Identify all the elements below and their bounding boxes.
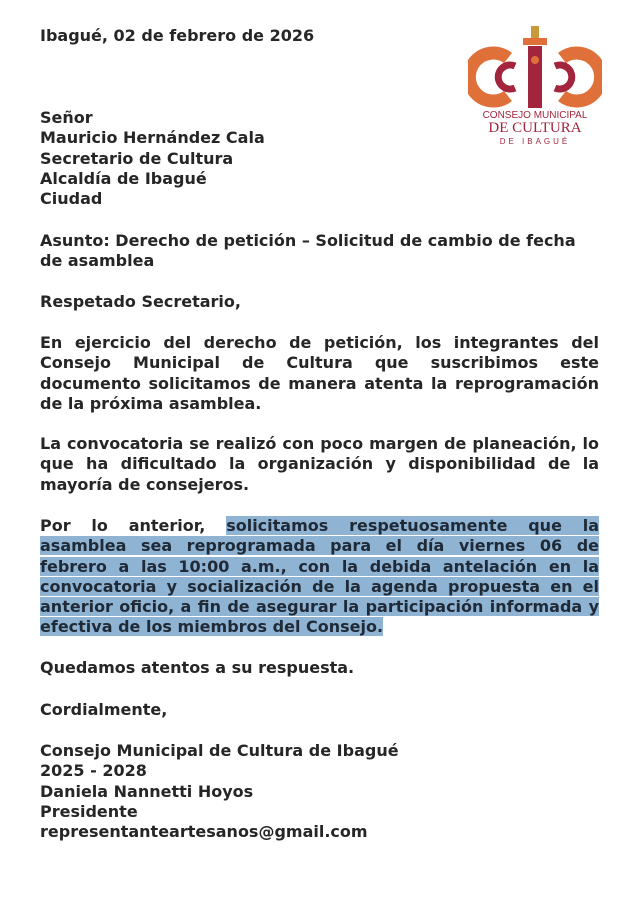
paragraph-3[interactable]: [40, 516, 599, 638]
recipient-block: [40, 108, 599, 209]
signature-block: [40, 741, 599, 842]
closing-line: Quedamos atentos a su respuesta.: [40, 658, 355, 677]
signature-name: Daniela Nannetti Hoyos: [40, 781, 254, 801]
svg-text:DE CULTURA: DE CULTURA: [488, 120, 582, 136]
signature-role: Presidente: [40, 801, 138, 821]
svg-text:CONSEJO MUNICIPAL: CONSEJO MUNICIPAL: [482, 110, 588, 121]
paragraph-1: En ejercicio del derecho de petición, los integrantes del Consejo Municipal de Cultura que suscribimos este documento solicitamos de manera atenta la reprogramación de la próxima asamblea.: [40, 333, 599, 413]
sign-off: Cordialmente,: [40, 700, 168, 719]
letter-date: Ibagué, 02 de febrero de 2026: [40, 26, 315, 45]
paragraph-3-intro: Por lo anterior,: [40, 516, 227, 535]
signature-organization: Consejo Municipal de Cultura de Ibagué: [40, 741, 399, 760]
recipient-name: Mauricio Hernández Cala: [40, 128, 265, 148]
highlighted-text-selection[interactable]: solicitamos respetuosamente que la asamblea sea reprogramada para el día viernes 06 de febrero a las 10:00 a.m., con la debida antelación en la convocatoria y socialización de la agenda propuesta en el anterior oficio, a fin de asegurar la participación informada y efectiva de los miembros del Consejo.: [40, 516, 600, 637]
signature-period: 2025 - 2028: [40, 761, 147, 781]
recipient-position: Secretario de Cultura: [40, 148, 234, 168]
letter-greeting: Respetado Secretario,: [40, 292, 241, 311]
signature-email[interactable]: representanteartesanos@gmail.com: [40, 822, 368, 842]
letter-subject: Asunto: Derecho de petición – Solicitud de cambio de fecha de asamblea: [40, 231, 576, 271]
recipient-city: Ciudad: [40, 189, 103, 209]
svg-text:DE IBAGUÉ: DE IBAGUÉ: [499, 137, 571, 146]
recipient-title: Señor: [40, 108, 93, 127]
recipient-office: Alcaldía de Ibagué: [40, 168, 207, 188]
paragraph-2: La convocatoria se realizó con poco margen de planeación, lo que ha dificultado la organización y disponibilidad de la mayoría de consejeros.: [40, 434, 599, 494]
